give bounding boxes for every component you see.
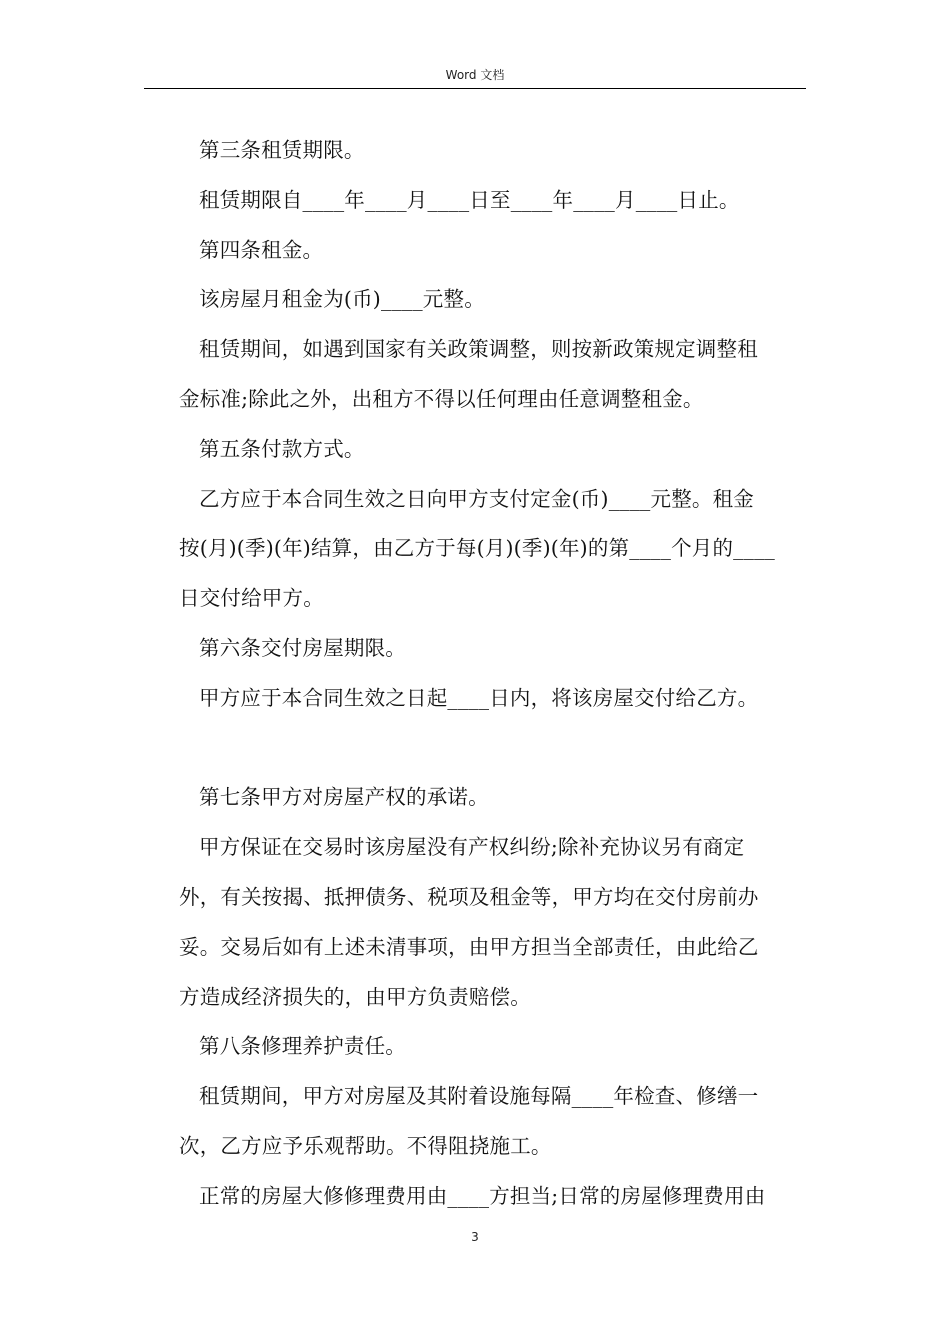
text-line: 第八条修理养护责任。	[199, 1034, 406, 1059]
text-line: 第五条付款方式。	[199, 436, 365, 461]
text-line: 租赁期间，如遇到国家有关政策调整，则按新政策规定调整租	[199, 337, 758, 362]
text-line: 金标准;除此之外，出租方不得以任何理由任意调整租金。	[179, 386, 704, 411]
text-line: 外，有关按揭、抵押债务、税项及租金等，甲方均在交付房前办	[179, 884, 759, 909]
text-line: 日交付给甲方。	[179, 586, 324, 611]
text-line: 第四条租金。	[199, 237, 324, 262]
text-line: 妥。交易后如有上述未清事项，由甲方担当全部责任，由此给乙	[179, 934, 759, 959]
text-line: 甲方应于本合同生效之日起____日内，将该房屋交付给乙方。	[199, 685, 759, 710]
text-line: 第六条交付房屋期限。	[199, 635, 406, 660]
text-line: 方造成经济损失的，由甲方负责赔偿。	[179, 984, 531, 1009]
text-line: 第七条甲方对房屋产权的承诺。	[199, 785, 489, 810]
text-line: 甲方保证在交易时该房屋没有产权纠纷;除补充协议另有商定	[199, 835, 745, 860]
text-line: 正常的房屋大修修理费用由____方担当;日常的房屋修理费用由	[199, 1183, 766, 1208]
text-line: 乙方应于本合同生效之日向甲方支付定金(币)____元整。租金	[199, 486, 754, 511]
text-line: 次，乙方应予乐观帮助。不得阻挠施工。	[179, 1133, 552, 1158]
text-line: 第三条租赁期限。	[199, 138, 365, 162]
text-line: 按(月)(季)(年)结算，由乙方于每(月)(季)(年)的第____个月的____	[179, 536, 775, 561]
text-line: 该房屋月租金为(币)____元整。	[199, 287, 485, 312]
page-number: 3	[471, 1230, 479, 1244]
document-body	[179, 130, 811, 1226]
page-header: Word 文档	[144, 66, 806, 89]
text-line: 租赁期限自____年____月____日至____年____月____日止。	[199, 187, 740, 212]
text-line: 租赁期间，甲方对房屋及其附着设施每隔____年检查、修缮一	[199, 1084, 759, 1109]
blank-line	[179, 728, 811, 778]
